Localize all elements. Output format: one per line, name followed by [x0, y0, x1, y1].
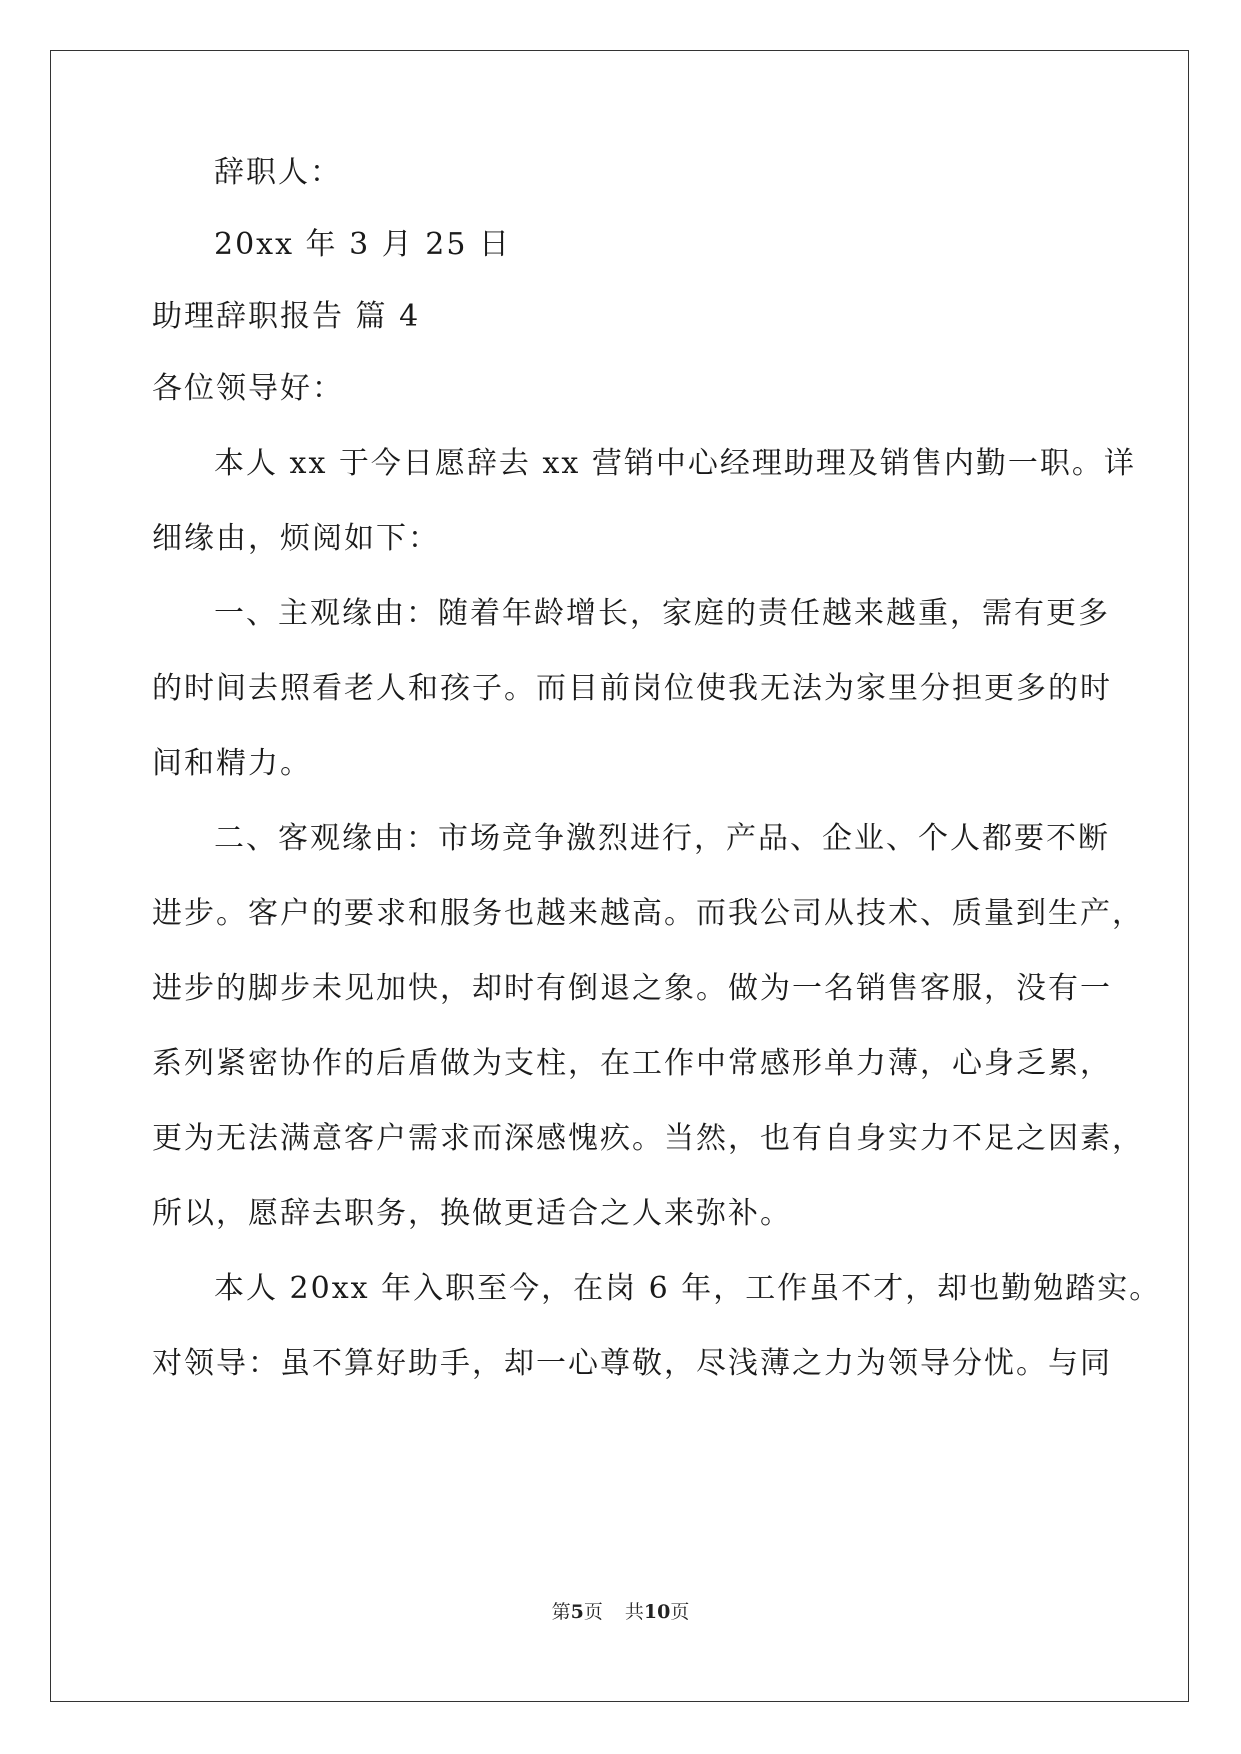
- paragraph-line: 细缘由，烦阅如下：: [152, 521, 440, 556]
- page-footer: [0, 1600, 1241, 1624]
- paragraph-line: 更为无法满意客户需求而深感愧疚。当然，也有自身实力不足之因素，: [152, 1121, 1144, 1156]
- page-border: [50, 50, 1189, 1702]
- paragraph-line: 二、客观缘由：市场竞争激烈进行，产品、企业、个人都要不断: [214, 821, 1110, 856]
- paragraph-line: 所以，愿辞去职务，换做更适合之人来弥补。: [152, 1196, 792, 1231]
- page-suffix: 页: [583, 1601, 603, 1623]
- current-page-number: 5: [570, 1601, 584, 1623]
- paragraph-line: 本人 20xx 年入职至今，在岗 6 年，工作虽不才，却也勤勉踏实。: [214, 1271, 1162, 1306]
- signature-date: 20xx 年 3 月 25 日: [214, 227, 511, 262]
- paragraph-line: 间和精力。: [152, 746, 312, 781]
- section-heading: 助理辞职报告 篇 4: [152, 299, 421, 334]
- page-prefix: 第: [551, 1601, 571, 1623]
- paragraph-line: 一、主观缘由：随着年龄增长，家庭的责任越来越重，需有更多: [214, 596, 1110, 631]
- paragraph-line: 本人 xx 于今日愿辞去 xx 营销中心经理助理及销售内勤一职。详: [214, 446, 1136, 481]
- paragraph-line: 系列紧密协作的后盾做为支柱，在工作中常感形单力薄，心身乏累，: [152, 1046, 1112, 1081]
- salutation: 各位领导好：: [152, 371, 344, 406]
- paragraph-line: 对领导：虽不算好助手，却一心尊敬，尽浅薄之力为领导分忧。与同: [152, 1346, 1112, 1381]
- total-suffix: 页: [670, 1601, 690, 1623]
- signature-label: 辞职人：: [214, 155, 342, 190]
- paragraph-line: 进步的脚步未见加快，却时有倒退之象。做为一名销售客服，没有一: [152, 971, 1112, 1006]
- total-prefix: 共: [624, 1601, 644, 1623]
- total-page-count: 10: [643, 1601, 671, 1623]
- paragraph-line: 的时间去照看老人和孩子。而目前岗位使我无法为家里分担更多的时: [152, 671, 1112, 706]
- paragraph-line: 进步。客户的要求和服务也越来越高。而我公司从技术、质量到生产，: [152, 896, 1144, 931]
